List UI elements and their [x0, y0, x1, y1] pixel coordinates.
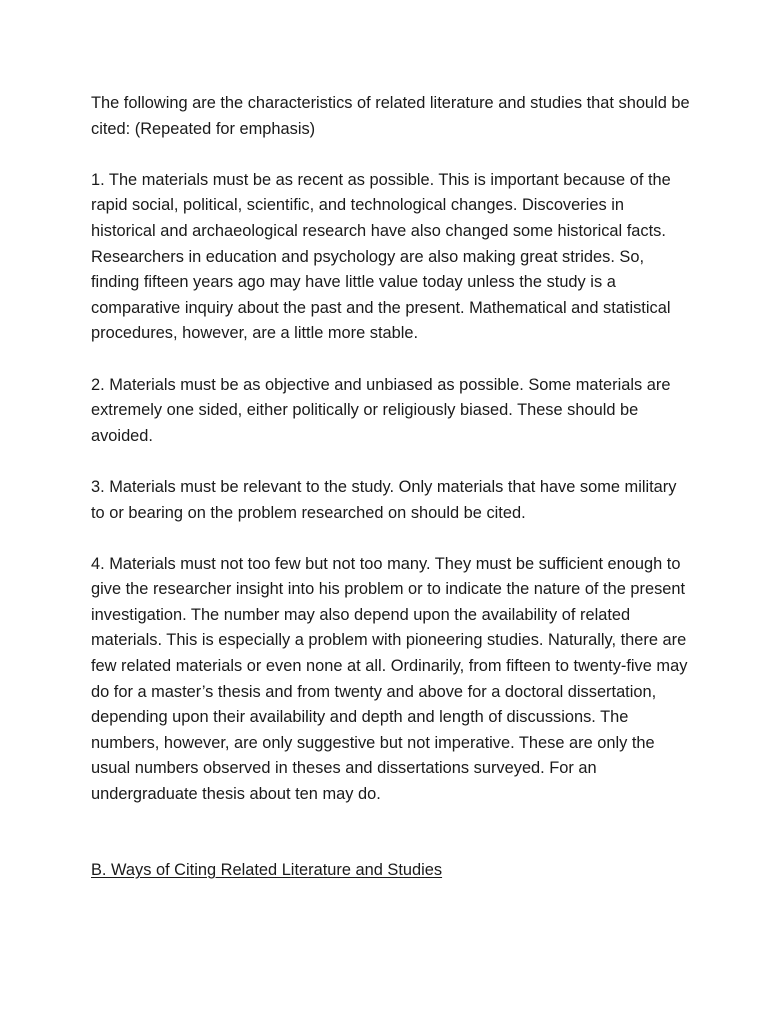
list-item: 4. Materials must not too few but not too many. They must be sufficient enough to give the researcher insight into his problem or to indicate the nature of the present investigation. The number may also depend upon the availability of related materials. This is especially a problem with pioneering studies. Naturally, there are few related materials or even none at all. Ordinarily, from fifteen to twenty-five may do for a master’s thesis and from twenty and above for a doctoral dissertation, depending upon their availability and depth and length of discussions. The numbers, however, are only suggestive but not imperative. These are only the usual numbers observed in theses and dissertations surveyed. For an undergraduate thesis about ten may do. [91, 554, 688, 804]
list-item: 3. Materials must be relevant to the study. Only materials that have some military to or bearing on the problem researched on should be cited. [91, 477, 677, 522]
document-page [91, 91, 691, 879]
list-item: 2. Materials must be as objective and unbiased as possible. Some materials are extremely one sided, either politically or religiously biased. These should be avoided. [91, 375, 671, 445]
section-heading: B. Ways of Citing Related Literature and Studies [91, 861, 443, 879]
intro-paragraph: The following are the characteristics of related literature and studies that should be cited: (Repeated for emphasis) [91, 94, 690, 138]
list-item: 1. The materials must be as recent as possible. This is important because of the rapid social, political, scientific, and technological changes. Discoveries in historical and archaeological research have also changed some historical facts. Researchers in education and psychology are also making great strides. So, finding fifteen years ago may have little value today unless the study is a comparative inquiry about the past and the present. Mathematical and statistical procedures, however, are a little more stable. [91, 170, 671, 343]
